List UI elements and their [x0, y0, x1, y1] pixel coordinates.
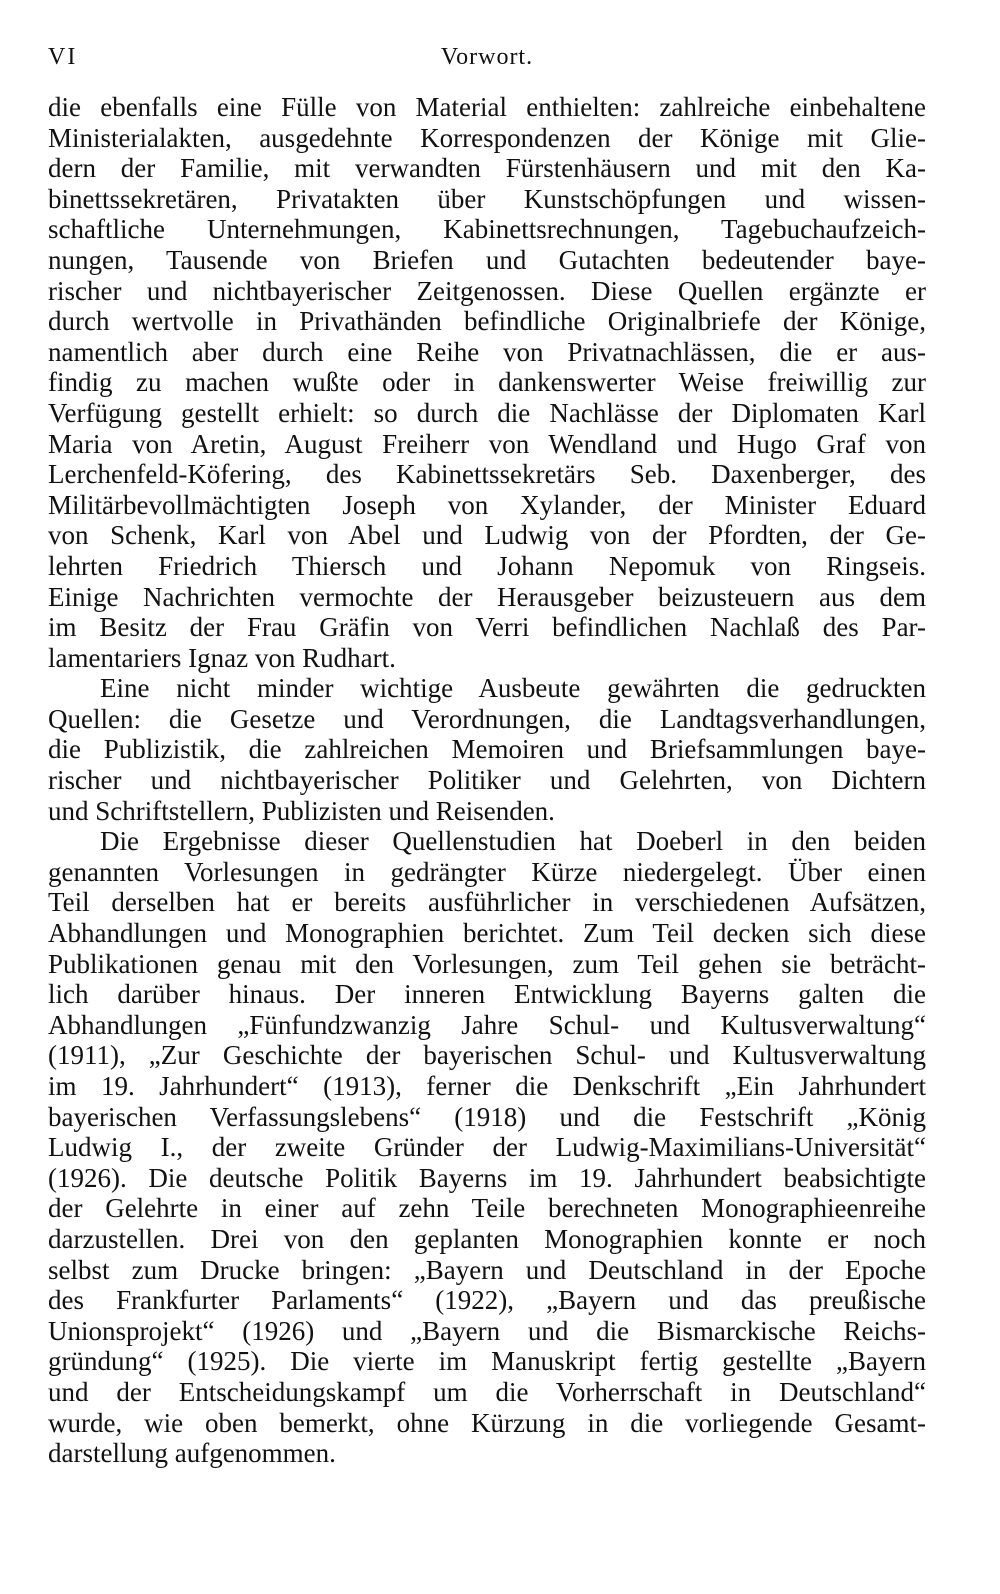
text-line: von Schenk, Karl von Abel und Ludwig von der Pfordten, der Ge-	[48, 520, 926, 551]
text-line: Eine nicht minder wichtige Ausbeute gewährten die gedruckten	[100, 673, 926, 704]
text-line: lamentariers Ignaz von Rudhart.	[48, 642, 396, 673]
text-line: (1911), „Zur Geschichte der bayerischen Schul- und Kultusverwaltung	[48, 1040, 926, 1071]
paragraph	[48, 673, 926, 826]
text-line: im 19. Jahrhundert“ (1913), ferner die Denkschrift „Ein Jahrhundert	[48, 1071, 926, 1101]
text-line: namentlich aber durch eine Reihe von Privatnachlässen, die er aus-	[48, 336, 926, 367]
text-line: und Schriftstellern, Publizisten und Reisenden.	[48, 795, 555, 826]
text-line: findig zu machen wußte oder in dankenswerter Weise freiwillig zur	[48, 367, 926, 398]
running-title: Vorwort.	[440, 44, 534, 70]
text-line: genannten Vorlesungen in gedrängter Kürze niedergelegt. Über einen	[48, 856, 926, 887]
text-line: lehrten Friedrich Thiersch und Johann Nepomuk von Ringseis.	[48, 550, 926, 581]
text-line: rischer und nichtbayerischer Zeitgenossen. Diese Quellen ergänzte er	[48, 275, 926, 306]
paragraph	[48, 826, 926, 1468]
text-line: die Publizistik, die zahlreichen Memoiren und Briefsammlungen baye-	[48, 734, 926, 765]
text-line: Die Ergebnisse dieser Quellenstudien hat Doeberl in den beiden	[100, 826, 926, 857]
text-line: nungen, Tausende von Briefen und Gutachten bedeutender baye-	[48, 244, 926, 275]
text-line: bayerischen Verfassungslebens“ (1918) und die Festschrift „König	[48, 1101, 926, 1132]
text-line: Abhandlungen „Fünfundzwanzig Jahre Schul- und Kultusverwaltung“	[48, 1009, 926, 1040]
text-line: durch wertvolle in Privathänden befindliche Originalbriefe der Könige,	[48, 306, 926, 337]
text-line: darstellung aufgenommen.	[48, 1438, 336, 1469]
text-line: rischer und nichtbayerischer Politiker und Gelehrten, von Dichtern	[48, 765, 926, 796]
text-line: lich darüber hinaus. Der inneren Entwicklung Bayerns galten die	[48, 979, 926, 1010]
text-line: und der Entscheidungskampf um die Vorherrschaft in Deutschland“	[48, 1376, 926, 1407]
text-line: schaftliche Unternehmungen, Kabinettsrechnungen, Tagebuchaufzeich-	[48, 214, 926, 245]
text-line: darzustellen. Drei von den geplanten Monographien konnte er noch	[48, 1223, 926, 1254]
text-line: Maria von Aretin, August Freiherr von Wendland und Hugo Graf von	[48, 428, 926, 459]
book-page	[48, 40, 926, 1469]
text-line: Ludwig I., der zweite Gründer der Ludwig-Maximilians-Universität“	[48, 1132, 926, 1163]
text-line: (1926). Die deutsche Politik Bayerns im 19. Jahrhundert beabsichtigte	[48, 1162, 926, 1193]
paragraph	[48, 92, 926, 673]
page-header	[48, 40, 926, 74]
text-line: dern der Familie, mit verwandten Fürstenhäusern und mit den Ka-	[48, 153, 926, 184]
text-line: Abhandlungen und Monographien berichtet. Zum Teil decken sich diese	[48, 918, 926, 949]
text-line: Ministerialakten, ausgedehnte Korrespondenzen der Könige mit Glie-	[48, 122, 926, 153]
text-line: Militärbevollmächtigten Joseph von Xylander, der Minister Eduard	[48, 489, 926, 520]
text-line: die ebenfalls eine Fülle von Material enthielten: zahlreiche einbehaltene	[48, 92, 926, 122]
text-line: selbst zum Drucke bringen: „Bayern und Deutschland in der Epoche	[48, 1254, 926, 1285]
text-line: der Gelehrte in einer auf zehn Teile berechneten Monographieenreihe	[48, 1193, 926, 1224]
text-line: binettssekretären, Privatakten über Kunstschöpfungen und wissen-	[48, 183, 926, 214]
text-line: gründung“ (1925). Die vierte im Manuskript fertig gestellte „Bayern	[48, 1346, 926, 1377]
text-line: Publikationen genau mit den Vorlesungen, zum Teil gehen sie beträcht-	[48, 948, 926, 979]
text-line: Lerchenfeld-Köfering, des Kabinettssekretärs Seb. Daxenberger, des	[48, 459, 926, 490]
page-number: VI	[48, 44, 78, 70]
text-line: Unionsprojekt“ (1926) und „Bayern und die Bismarckische Reichs-	[48, 1315, 926, 1346]
text-line: Verfügung gestellt erhielt: so durch die Nachlässe der Diplomaten Karl	[48, 397, 926, 428]
text-line: Quellen: die Gesetze und Verordnungen, die Landtagsverhandlungen,	[48, 703, 926, 734]
text-line: Einige Nachrichten vermochte der Herausgeber beizusteuern aus dem	[48, 581, 926, 612]
text-line: im Besitz der Frau Gräfin von Verri befindlichen Nachlaß des Par-	[48, 612, 926, 643]
text-line: des Frankfurter Parlaments“ (1922), „Bayern und das preußische	[48, 1285, 926, 1316]
text-line: wurde, wie oben bemerkt, ohne Kürzung in die vorliegende Gesamt-	[48, 1407, 926, 1438]
text-line: Teil derselben hat er bereits ausführlicher in verschiedenen Aufsätzen,	[48, 887, 926, 918]
body-text	[48, 92, 926, 1469]
